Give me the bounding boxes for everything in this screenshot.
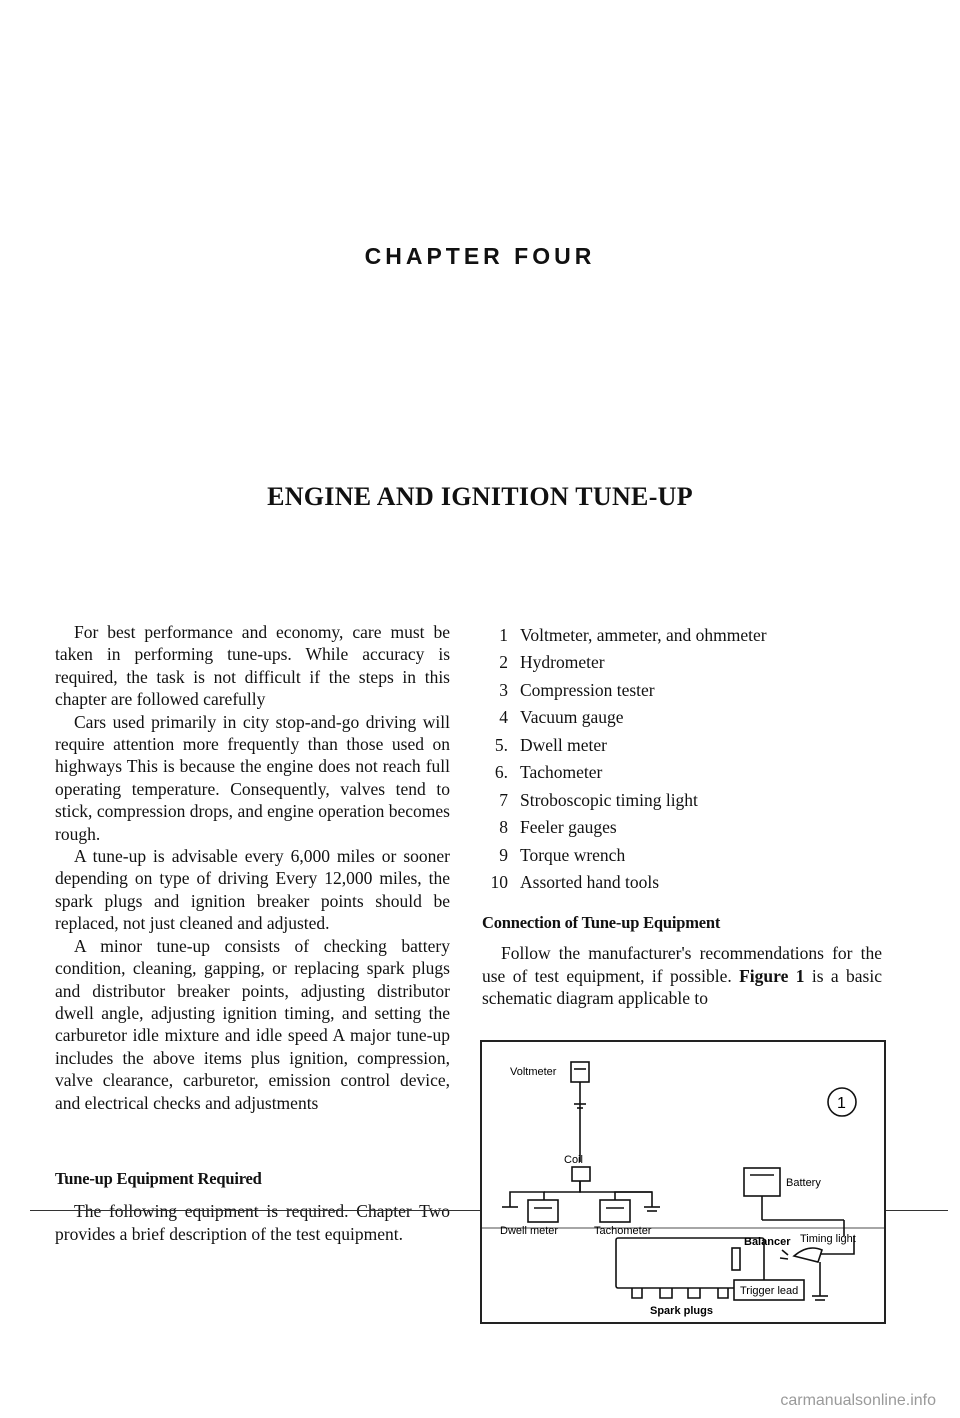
right-column	[482, 621, 882, 1010]
list-item-number: 5.	[494, 734, 508, 755]
spark-plug-icon	[688, 1288, 700, 1298]
list-item	[482, 869, 882, 897]
dwell-meter-icon	[528, 1200, 558, 1222]
label-balancer: Balancer	[744, 1236, 791, 1248]
spark-plug-icon	[718, 1288, 728, 1298]
list-item-number: 6.	[494, 762, 508, 783]
paragraph: A minor tune-up consists of checking battery condition, cleaning, gapping, or replacing spark plugs and distributor breaker points, adjusting distributor dwell angle, adjusting ignition timing, and setting the carburetor idle mixture and idle speed A major tune-up includes the above items plus ignition, compression, valve clearance, carburetor, emission control device, and electrical checks and adjustments	[55, 935, 450, 1113]
list-item	[482, 649, 882, 677]
page-title: ENGINE AND IGNITION TUNE-UP	[267, 482, 693, 511]
coil-icon	[572, 1167, 590, 1181]
timing-light-icon	[794, 1248, 822, 1262]
label-voltmeter: Voltmeter	[510, 1066, 557, 1078]
list-item-number: 3	[499, 679, 508, 700]
watermark-text: carmanualsonline.info	[780, 1392, 936, 1409]
list-item-number: 9	[499, 844, 508, 865]
list-item-text: Assorted hand tools	[520, 872, 660, 893]
chapter-heading: CHAPTER FOUR	[364, 243, 596, 269]
label-battery: Battery	[786, 1177, 821, 1189]
label-dwell-meter: Dwell meter	[500, 1225, 559, 1237]
list-item-text: Hydrometer	[520, 652, 605, 673]
figure-number: 1	[837, 1095, 846, 1112]
list-item-text: Torque wrench	[520, 844, 626, 865]
label-timing-light: Timing light	[800, 1233, 856, 1245]
battery-icon	[744, 1168, 780, 1196]
label-spark-plugs: Spark plugs	[650, 1305, 713, 1317]
label-coil: Coil	[564, 1154, 583, 1166]
list-item	[482, 786, 882, 814]
list-item-number: 7	[499, 789, 508, 810]
list-item-text: Compression tester	[520, 679, 655, 700]
list-item-text: Dwell meter	[520, 734, 607, 755]
list-item-text: Voltmeter, ammeter, and ohmmeter	[520, 624, 767, 645]
label-tachometer: Tachometer	[594, 1225, 652, 1237]
figure-reference-link[interactable]: Figure 1	[739, 965, 805, 986]
list-item-number: 8	[499, 817, 508, 838]
list-item-number: 1	[499, 624, 508, 645]
spark-plug-icon	[660, 1288, 672, 1298]
paragraph: A tune-up is advisable every 6,000 miles or sooner depending on type of driving Every 12,000 miles, the spark plugs and ignition breaker points should be replaced, not just cleaned and adjusted.	[55, 846, 450, 934]
figure-schematic	[480, 1040, 886, 1324]
schematic-diagram	[482, 1042, 884, 1322]
paragraph-text: Follow the manufacturer's recommendations for the use of test equipment, if possible.	[482, 943, 882, 986]
list-item	[482, 621, 882, 649]
list-item-number: 4	[499, 707, 508, 728]
list-item-text: Vacuum gauge	[520, 707, 624, 728]
label-trigger-lead: Trigger lead	[740, 1285, 799, 1297]
list-item-number: 10	[490, 872, 508, 893]
list-item-number: 2	[499, 652, 508, 673]
tachometer-icon	[600, 1200, 630, 1222]
section-heading-connection: Connection of Tune-up Equipment	[482, 913, 721, 932]
list-item-text: Tachometer	[520, 762, 603, 783]
list-item	[482, 676, 882, 704]
paragraph: For best performance and economy, care must be taken in performing tune-ups. While accuracy is required, the task is not difficult if the steps in this chapter are followed carefully	[55, 622, 450, 710]
balancer-icon	[732, 1248, 740, 1270]
list-item	[482, 814, 882, 842]
spark-plug-icon	[632, 1288, 642, 1298]
paragraph-text: is a basic schematic diagram applicable to	[482, 965, 882, 1009]
list-item	[482, 841, 882, 869]
left-column	[55, 621, 450, 1245]
paragraph: The following equipment is required. Chapter Two provides a brief description of the test equipment.	[55, 1201, 450, 1244]
list-item-text: Feeler gauges	[520, 817, 617, 838]
list-item	[482, 731, 882, 759]
equipment-list	[482, 621, 882, 896]
section-heading-equipment-required: Tune-up Equipment Required	[55, 1168, 262, 1188]
paragraph: Cars used primarily in city stop-and-go driving will require attention more frequently than those used on highways This is because the engine does not reach full operating temperature. Consequently, valves tend to stick, compression drops, and engine operation becomes rough.	[55, 711, 450, 844]
voltmeter-icon	[571, 1062, 589, 1082]
list-item	[482, 759, 882, 787]
list-item	[482, 704, 882, 732]
paragraph	[482, 942, 882, 1009]
list-item-text: Stroboscopic timing light	[520, 789, 698, 810]
